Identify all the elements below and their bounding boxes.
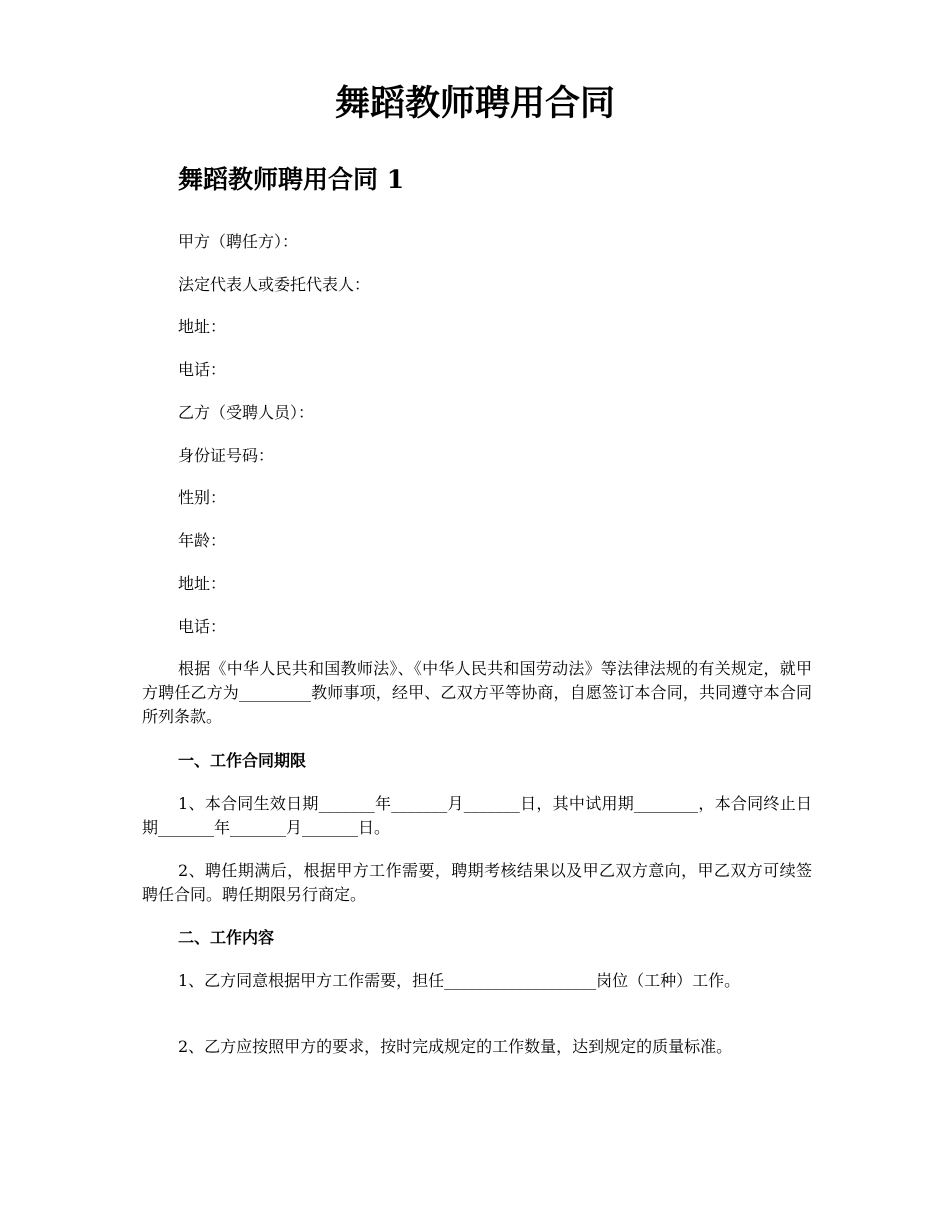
field-id-number: 身份证号码： [178,446,275,465]
field-party-b: 乙方（受聘人员）： [178,403,315,422]
field-party-a-phone: 电话： [178,360,227,379]
field-party-b-phone: 电话： [178,617,227,636]
field-party-b-address: 地址： [178,574,227,593]
field-party-a-address: 地址： [178,317,227,336]
term-clause-2: 2、聘任期满后，根据甲方工作需要，聘期考核结果以及甲乙双方意向，甲乙双方可续签聘任合同。聘任期限另行商定。 [142,861,812,904]
field-gender: 性别： [178,488,227,507]
section-term-heading: 一、工作合同期限 [178,751,307,770]
work-clause-1: 1、乙方同意根据甲方工作需要，担任___________________岗位（工种）工作。 [178,971,741,990]
field-legal-representative: 法定代表人或委托代表人： [178,275,371,294]
intro-paragraph: 根据《中华人民共和国教师法》、《中华人民共和国劳动法》等法律法规的有关规定，就甲方聘任乙方为_________教师事项，经甲、乙双方平等协商，自愿签订本合同，共同遵守本合同所列条款。 [142,659,812,726]
term-clause-1: 1、本合同生效日期_______年_______月_______日，其中试用期________，本合同终止日期_______年_______月_______日。 [142,794,812,837]
field-age: 年龄： [178,531,227,550]
contract-subtitle: 舞蹈教师聘用合同 1 [178,165,405,194]
work-clause-2: 2、乙方应按照甲方的要求，按时完成规定的工作数量，达到规定的质量标准。 [178,1037,733,1056]
document-title: 舞蹈教师聘用合同 [334,83,615,124]
field-party-a: 甲方（聘任方）： [178,232,299,251]
section-work-heading: 二、工作内容 [178,928,275,947]
